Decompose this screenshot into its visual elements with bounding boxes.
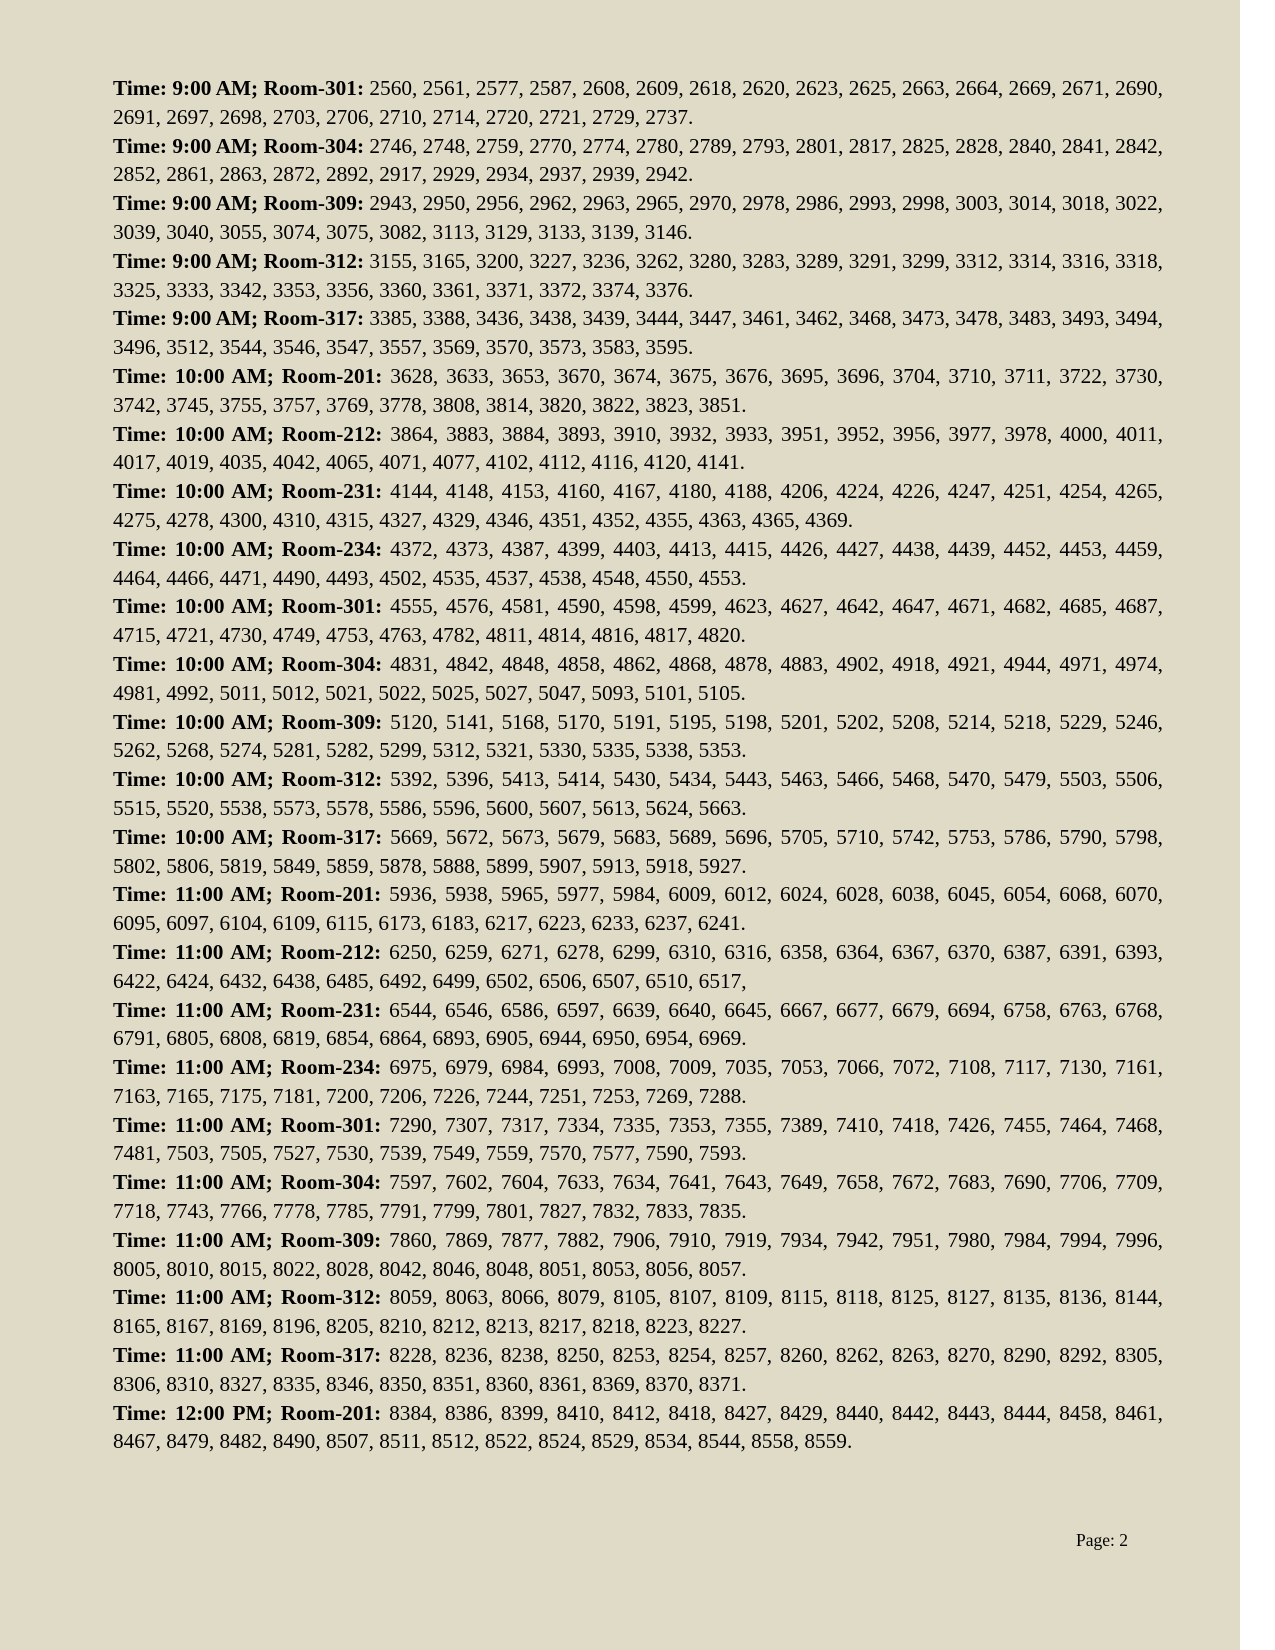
entry-numbers: 5392, 5396, 5413, 5414, 5430, 5434, 5443, 5463, 5466, 5468, 5470, 5479, 5503, 5506, 5515, 5520, 5538, 5573, 5578, 5586, 5596, 5600, 5607, 5613, 5624, 5663. bbox=[113, 767, 1164, 820]
page-number: Page: 2 bbox=[1075, 1530, 1128, 1550]
entry-label: Time: 10:00 AM; Room-312: bbox=[113, 767, 383, 792]
entry-label: Time: 11:00 AM; Room-304: bbox=[113, 1170, 382, 1195]
entry-numbers: 2746, 2748, 2759, 2770, 2774, 2780, 2789, 2793, 2801, 2817, 2825, 2828, 2840, 2841, 2842, 2852, 2861, 2863, 2872, 2892, 2917, 2929, 2934, 2937, 2939, 2942. bbox=[113, 133, 1164, 187]
entry-numbers: 7597, 7602, 7604, 7633, 7634, 7641, 7643, 7649, 7658, 7672, 7683, 7690, 7706, 7709, 7718, 7743, 7766, 7778, 7785, 7791, 7799, 7801, 7827, 7832, 7833, 7835. bbox=[113, 1170, 1163, 1224]
schedule-entry bbox=[113, 765, 1163, 823]
entry-numbers: 8228, 8236, 8238, 8250, 8253, 8254, 8257, 8260, 8262, 8263, 8270, 8290, 8292, 8305, 8306, 8310, 8327, 8335, 8346, 8350, 8351, 8360, 8361, 8369, 8370, 8371. bbox=[113, 1343, 1163, 1396]
schedule-entry bbox=[113, 938, 1163, 996]
schedule-entry bbox=[113, 189, 1163, 247]
entry-numbers: 5669, 5672, 5673, 5679, 5683, 5689, 5696, 5705, 5710, 5742, 5753, 5786, 5790, 5798, 5802, 5806, 5819, 5849, 5859, 5878, 5888, 5899, 5907, 5913, 5918, 5927. bbox=[113, 824, 1164, 878]
schedule-entry bbox=[113, 1168, 1163, 1226]
entry-numbers: 2560, 2561, 2577, 2587, 2608, 2609, 2618, 2620, 2623, 2625, 2663, 2664, 2669, 2671, 2690, 2691, 2697, 2698, 2703, 2706, 2710, 2714, 2720, 2721, 2729, 2737. bbox=[113, 76, 1164, 129]
schedule-entry bbox=[113, 1226, 1163, 1284]
entry-numbers: 6544, 6546, 6586, 6597, 6639, 6640, 6645, 6667, 6677, 6679, 6694, 6758, 6763, 6768, 6791, 6805, 6808, 6819, 6854, 6864, 6893, 6905, 6944, 6950, 6954, 6969. bbox=[113, 997, 1163, 1051]
entry-label: Time: 9:00 AM; Room-309: bbox=[113, 191, 365, 216]
entry-label: Time: 11:00 AM; Room-301: bbox=[113, 1112, 382, 1137]
schedule-entry bbox=[113, 74, 1163, 132]
schedule-entry bbox=[113, 1111, 1163, 1169]
entry-label: Time: 9:00 AM; Room-312: bbox=[113, 248, 365, 273]
schedule-entry bbox=[113, 420, 1163, 478]
schedule-entry bbox=[113, 535, 1163, 593]
entry-numbers: 4372, 4373, 4387, 4399, 4403, 4413, 4415, 4426, 4427, 4438, 4439, 4452, 4453, 4459, 4464, 4466, 4471, 4490, 4493, 4502, 4535, 4537, 4538, 4548, 4550, 4553. bbox=[113, 536, 1164, 590]
entry-label: Time: 11:00 AM; Room-231: bbox=[113, 997, 382, 1022]
schedule-entry bbox=[113, 1399, 1163, 1457]
schedule-entry bbox=[113, 823, 1163, 881]
entry-label: Time: 10:00 AM; Room-212: bbox=[113, 421, 383, 446]
schedule-entry bbox=[113, 304, 1163, 362]
entry-numbers: 8059, 8063, 8066, 8079, 8105, 8107, 8109, 8115, 8118, 8125, 8127, 8135, 8136, 8144, 8165, 8167, 8169, 8196, 8205, 8210, 8212, 8213, 8217, 8218, 8223, 8227. bbox=[113, 1285, 1163, 1339]
schedule-entry bbox=[113, 247, 1163, 305]
entry-label: Time: 10:00 AM; Room-301: bbox=[113, 594, 383, 619]
schedule-entry bbox=[113, 477, 1163, 535]
entry-label: Time: 11:00 AM; Room-212: bbox=[113, 939, 382, 964]
entry-numbers: 5936, 5938, 5965, 5977, 5984, 6009, 6012, 6024, 6028, 6038, 6045, 6054, 6068, 6070, 6095, 6097, 6104, 6109, 6115, 6173, 6183, 6217, 6223, 6233, 6237, 6241. bbox=[113, 882, 1163, 936]
entry-numbers: 4831, 4842, 4848, 4858, 4862, 4868, 4878, 4883, 4902, 4918, 4921, 4944, 4971, 4974, 4981, 4992, 5011, 5012, 5021, 5022, 5025, 5027, 5047, 5093, 5101, 5105. bbox=[113, 651, 1164, 705]
schedule-entry bbox=[113, 132, 1163, 190]
entry-label: Time: 10:00 AM; Room-231: bbox=[113, 479, 383, 504]
entry-numbers: 2943, 2950, 2956, 2962, 2963, 2965, 2970, 2978, 2986, 2993, 2998, 3003, 3014, 3018, 3022, 3039, 3040, 3055, 3074, 3075, 3082, 3113, 3129, 3133, 3139, 3146. bbox=[113, 191, 1164, 244]
entry-label: Time: 10:00 AM; Room-304: bbox=[113, 651, 383, 676]
schedule-list bbox=[113, 74, 1163, 1456]
entry-label: Time: 10:00 AM; Room-309: bbox=[113, 709, 383, 734]
entry-numbers: 7290, 7307, 7317, 7334, 7335, 7353, 7355, 7389, 7410, 7418, 7426, 7455, 7464, 7468, 7481, 7503, 7505, 7527, 7530, 7539, 7549, 7559, 7570, 7577, 7590, 7593. bbox=[113, 1112, 1163, 1166]
entry-numbers: 6250, 6259, 6271, 6278, 6299, 6310, 6316, 6358, 6364, 6367, 6370, 6387, 6391, 6393, 6422, 6424, 6432, 6438, 6485, 6492, 6499, 6502, 6506, 6507, 6510, 6517, bbox=[113, 939, 1163, 993]
entry-numbers: 6975, 6979, 6984, 6993, 7008, 7009, 7035, 7053, 7066, 7072, 7108, 7117, 7130, 7161, 7163, 7165, 7175, 7181, 7200, 7206, 7226, 7244, 7251, 7253, 7269, 7288. bbox=[113, 1055, 1163, 1108]
entry-label: Time: 10:00 AM; Room-317: bbox=[113, 824, 383, 849]
entry-numbers: 5120, 5141, 5168, 5170, 5191, 5195, 5198, 5201, 5202, 5208, 5214, 5218, 5229, 5246, 5262, 5268, 5274, 5281, 5282, 5299, 5312, 5321, 5330, 5335, 5338, 5353. bbox=[113, 709, 1164, 763]
entry-numbers: 3864, 3883, 3884, 3893, 3910, 3932, 3933, 3951, 3952, 3956, 3977, 3978, 4000, 4011, 4017, 4019, 4035, 4042, 4065, 4071, 4077, 4102, 4112, 4116, 4120, 4141. bbox=[113, 421, 1164, 475]
schedule-entry bbox=[113, 362, 1163, 420]
entry-label: Time: 10:00 AM; Room-234: bbox=[113, 536, 383, 561]
schedule-entry bbox=[113, 708, 1163, 766]
entry-label: Time: 10:00 AM; Room-201: bbox=[113, 363, 383, 388]
entry-label: Time: 9:00 AM; Room-304: bbox=[113, 133, 365, 158]
entry-label: Time: 12:00 PM; Room-201: bbox=[113, 1400, 382, 1425]
entry-numbers: 8384, 8386, 8399, 8410, 8412, 8418, 8427, 8429, 8440, 8442, 8443, 8444, 8458, 8461, 8467, 8479, 8482, 8490, 8507, 8511, 8512, 8522, 8524, 8529, 8534, 8544, 8558, 8559. bbox=[113, 1400, 1163, 1454]
schedule-entry bbox=[113, 1283, 1163, 1341]
entry-numbers: 3155, 3165, 3200, 3227, 3236, 3262, 3280, 3283, 3289, 3291, 3299, 3312, 3314, 3316, 3318, 3325, 3333, 3342, 3353, 3356, 3360, 3361, 3371, 3372, 3374, 3376. bbox=[113, 248, 1164, 302]
entry-label: Time: 11:00 AM; Room-201: bbox=[113, 882, 382, 907]
entry-label: Time: 11:00 AM; Room-309: bbox=[113, 1227, 382, 1252]
entry-numbers: 4555, 4576, 4581, 4590, 4598, 4599, 4623, 4627, 4642, 4647, 4671, 4682, 4685, 4687, 4715, 4721, 4730, 4749, 4753, 4763, 4782, 4811, 4814, 4816, 4817, 4820. bbox=[113, 594, 1164, 648]
entry-numbers: 3628, 3633, 3653, 3670, 3674, 3675, 3676, 3695, 3696, 3704, 3710, 3711, 3722, 3730, 3742, 3745, 3755, 3757, 3769, 3778, 3808, 3814, 3820, 3822, 3823, 3851. bbox=[113, 363, 1164, 417]
schedule-entry bbox=[113, 650, 1163, 708]
entry-numbers: 7860, 7869, 7877, 7882, 7906, 7910, 7919, 7934, 7942, 7951, 7980, 7984, 7994, 7996, 8005, 8010, 8015, 8022, 8028, 8042, 8046, 8048, 8051, 8053, 8056, 8057. bbox=[113, 1227, 1163, 1281]
schedule-entry bbox=[113, 1341, 1163, 1399]
schedule-entry bbox=[113, 592, 1163, 650]
schedule-entry bbox=[113, 1053, 1163, 1111]
entry-numbers: 4144, 4148, 4153, 4160, 4167, 4180, 4188, 4206, 4224, 4226, 4247, 4251, 4254, 4265, 4275, 4278, 4300, 4310, 4315, 4327, 4329, 4346, 4351, 4352, 4355, 4363, 4365, 4369. bbox=[113, 479, 1164, 532]
schedule-entry bbox=[113, 880, 1163, 938]
entry-label: Time: 11:00 AM; Room-317: bbox=[113, 1343, 382, 1368]
entry-label: Time: 11:00 AM; Room-312: bbox=[113, 1285, 382, 1310]
schedule-entry bbox=[113, 996, 1163, 1054]
entry-label: Time: 9:00 AM; Room-301: bbox=[113, 76, 365, 100]
entry-numbers: 3385, 3388, 3436, 3438, 3439, 3444, 3447, 3461, 3462, 3468, 3473, 3478, 3483, 3493, 3494, 3496, 3512, 3544, 3546, 3547, 3557, 3569, 3570, 3573, 3583, 3595. bbox=[113, 306, 1164, 360]
entry-label: Time: 11:00 AM; Room-234: bbox=[113, 1055, 382, 1080]
entry-label: Time: 9:00 AM; Room-317: bbox=[113, 306, 365, 331]
